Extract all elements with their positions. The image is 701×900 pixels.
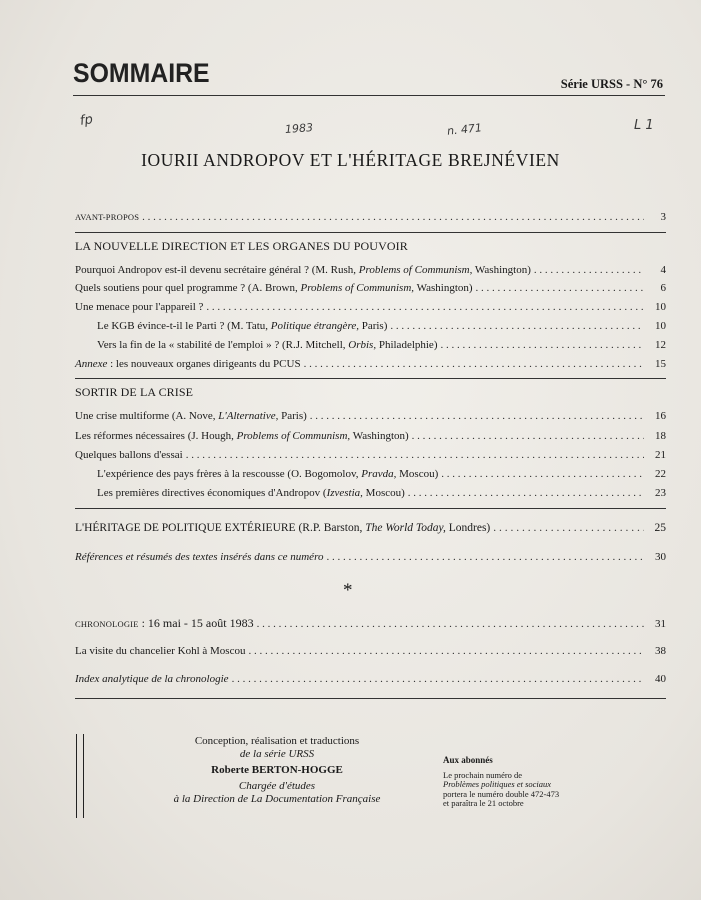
toc-item[interactable]: Les réformes nécessaires (J. Hough, Problems of Communism, Washington) . . . 18	[75, 428, 666, 444]
toc-item[interactable]: Quelques ballons d'essai . . . 21	[75, 447, 666, 463]
leader-dots	[412, 428, 644, 444]
section-heading-pouvoir: LA NOUVELLE DIRECTION ET LES ORGANES DU POUVOIR	[75, 239, 408, 253]
page-number: 40	[655, 673, 666, 685]
page-number: 25	[654, 522, 666, 534]
subscriber-notice: Aux abonnés Le prochain numéro de Problèmes politiques et sociaux portera le numéro double 472-473 et paraîtra le 21 octobre	[443, 755, 560, 808]
page-number: 6	[660, 282, 666, 294]
leader-dots	[493, 520, 644, 536]
toc-section-politique-exterieure[interactable]: L'HÉRITAGE DE POLITIQUE EXTÉRIEURE (R.P. Barston, The World Today, Londres) . . . 25	[75, 520, 666, 536]
credits-line: de la série URSS	[239, 748, 315, 760]
page-number: 21	[655, 449, 666, 461]
page-number: 38	[655, 645, 666, 657]
page-number: 10	[655, 320, 666, 332]
page-number: 22	[655, 468, 666, 480]
toc-chronologie[interactable]: CHRONOLOGIE : 16 mai - 15 août 1983 . . . 31	[75, 615, 666, 631]
handwritten-mark-right: L 1	[634, 118, 654, 133]
toc-item-annexe[interactable]: Annexe : les nouveaux organes dirigeants du PCUS . . . 15	[75, 356, 666, 372]
page-number: 18	[655, 430, 666, 442]
leader-dots	[534, 262, 644, 278]
leader-dots	[232, 671, 644, 687]
leader-dots	[186, 447, 644, 463]
leader-dots	[441, 466, 644, 482]
credits-line: Chargée d'études	[238, 780, 316, 792]
masthead: SOMMAIRE	[73, 58, 210, 88]
page-number: 12	[655, 339, 666, 351]
credits-line: Conception, réalisation et traductions	[194, 735, 360, 747]
header-rule	[73, 95, 665, 96]
toc-item[interactable]: Quels soutiens pour quel programme ? (A. Brown, Problems of Communism, Washington) . . . 6	[75, 280, 666, 296]
issue-title: IOURII ANDROPOV ET L'HÉRITAGE BREJNÉVIEN	[141, 150, 560, 170]
page-number: 3	[660, 211, 666, 223]
leader-dots	[326, 549, 644, 565]
handwritten-mark-left: fp	[79, 112, 94, 129]
toc-label: AVANT-PROPOS	[75, 212, 140, 222]
toc-item[interactable]: Une crise multiforme (A. Nove, L'Alternative, Paris) . . . 16	[75, 408, 666, 424]
toc-avant-propos[interactable]	[75, 209, 666, 225]
toc-item[interactable]: Pourquoi Andropov est-il devenu secrétaire général ? (M. Rush, Problems of Communism, Washington) . . . 4	[75, 262, 666, 278]
leader-dots	[304, 356, 644, 372]
leader-dots	[310, 408, 644, 424]
page-number: 16	[655, 410, 666, 422]
toc-subitem[interactable]: Vers la fin de la « stabilité de l'emploi » ? (R.J. Mitchell, Orbis, Philadelphie) . . . 12	[97, 337, 666, 353]
page-number: 15	[655, 358, 666, 370]
toc-kohl[interactable]: La visite du chancelier Kohl à Moscou . . . 38	[75, 643, 666, 659]
page-number: 31	[655, 618, 666, 630]
leader-dots	[142, 209, 644, 225]
leader-dots	[408, 485, 644, 501]
leader-dots	[476, 280, 644, 296]
leader-dots	[248, 643, 644, 659]
section-rule	[75, 232, 666, 233]
credits-author: Roberte BERTON-HOGGE	[211, 764, 343, 776]
series-number: Série URSS - N° 76	[560, 77, 663, 91]
section-rule	[75, 508, 666, 509]
leader-dots	[390, 318, 644, 334]
toc-references[interactable]: Références et résumés des textes insérés dans ce numéro . . . 30	[75, 549, 666, 565]
handwritten-year: 1983	[284, 121, 314, 136]
toc-subitem[interactable]: Le KGB évince-t-il le Parti ? (M. Tatu, Politique étrangère, Paris) . . . 10	[97, 318, 666, 334]
page-number: 4	[660, 264, 666, 276]
credits-line: à la Direction de La Documentation Française	[173, 793, 381, 805]
page-number: 23	[655, 487, 666, 499]
toc-item[interactable]: Une menace pour l'appareil ? . . . 10	[75, 299, 666, 315]
section-heading-crise: SORTIR DE LA CRISE	[75, 385, 194, 399]
toc-subitem[interactable]: L'expérience des pays frères à la rescousse (O. Bogomolov, Pravda, Moscou) . . . 22	[97, 466, 666, 482]
section-rule	[75, 698, 666, 699]
section-rule	[75, 378, 666, 379]
toc-subitem[interactable]: Les premières directives économiques d'Andropov (Izvestia, Moscou) . . . 23	[97, 485, 666, 501]
leader-dots	[257, 616, 644, 632]
leader-dots	[440, 337, 644, 353]
handwritten-number: n. 471	[446, 121, 483, 138]
leader-dots	[206, 299, 644, 315]
page-number: 10	[655, 301, 666, 313]
separator-asterisk: *	[343, 580, 353, 601]
page-number: 30	[655, 551, 666, 563]
toc-index[interactable]: Index analytique de la chronologie . . . 40	[75, 671, 666, 687]
notice-title: Aux abonnés	[443, 755, 493, 765]
